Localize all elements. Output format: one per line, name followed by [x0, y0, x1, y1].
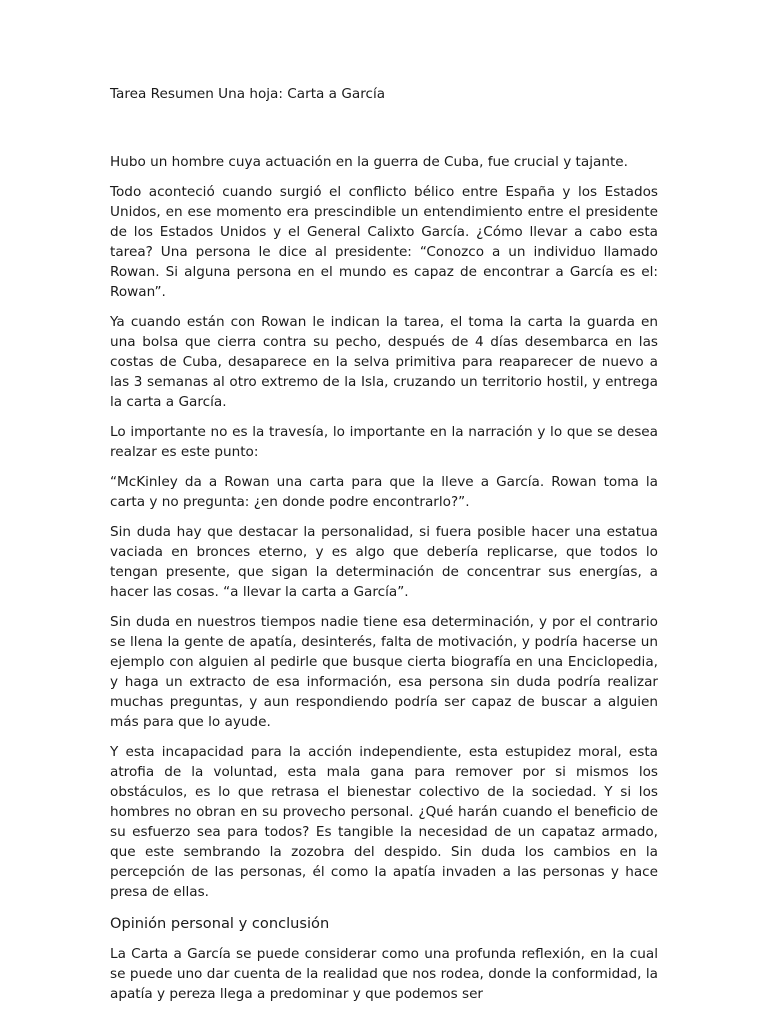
paragraph: “McKinley da a Rowan una carta para que la lleve a García. Rowan toma la carta y no pregunta: ¿en donde podre encontrarlo?”.: [110, 474, 658, 510]
document-title: Tarea Resumen Una hoja: Carta a García: [110, 86, 386, 102]
paragraph: Hubo un hombre cuya actuación en la guerra de Cuba, fue crucial y tajante.: [110, 154, 628, 170]
paragraph: Todo aconteció cuando surgió el conflicto bélico entre España y los Estados Unidos, en ese momento era prescindible un entendimiento entre el presidente de los Estados Unidos y el General Calixto García. ¿Cómo llevar a cabo esta tarea? Una persona le dice al presidente: “Conozco a un individuo llamado Rowan. Si alguna persona en el mundo es capaz de encontrar a García es el: Rowan”.: [110, 184, 658, 300]
closing-paragraph: La Carta a García se puede considerar como una profunda reflexión, en la cual se puede uno dar cuenta de la realidad que nos rodea, donde la conformidad, la apatía y pereza llega a predominar y que podemos ser: [110, 946, 658, 1002]
section-heading: Opinión personal y conclusión: [110, 915, 330, 932]
paragraph: Lo importante no es la travesía, lo importante en la narración y lo que se desea realzar es este punto:: [110, 424, 658, 460]
document-page: [110, 84, 658, 1014]
paragraph: Ya cuando están con Rowan le indican la tarea, el toma la carta la guarda en una bolsa que cierra contra su pecho, después de 4 días desembarca en las costas de Cuba, desaparece en la selva primitiva para reaparecer de nuevo a las 3 semanas al otro extremo de la Isla, cruzando un territorio hostil, y entrega la carta a García.: [110, 314, 658, 410]
paragraph: Sin duda hay que destacar la personalidad, si fuera posible hacer una estatua vaciada en bronces eterno, y es algo que debería replicarse, que todos lo tengan presente, que sigan la determinación de concentrar sus energías, a hacer las cosas. “a llevar la carta a García”.: [110, 524, 658, 600]
paragraph: Y esta incapacidad para la acción independiente, esta estupidez moral, esta atrofia de la voluntad, esta mala gana para remover por si mismos los obstáculos, es lo que retrasa el bienestar colectivo de la sociedad. Y si los hombres no obran en su provecho personal. ¿Qué harán cuando el beneficio de su esfuerzo sea para todos? Es tangible la necesidad de un capataz armado, que este sembrando la zozobra del despido. Sin duda los cambios en la percepción de las personas, él como la apatía invaden a las personas y hace presa de ellas.: [110, 744, 658, 900]
paragraph: Sin duda en nuestros tiempos nadie tiene esa determinación, y por el contrario se llena la gente de apatía, desinterés, falta de motivación, y podría hacerse un ejemplo con alguien al pedirle que busque cierta biografía en una Enciclopedia, y haga un extracto de esa información, esa persona sin duda podría realizar muchas preguntas, y aun respondiendo podría ser capaz de buscar a alguien más para que lo ayude.: [110, 614, 658, 730]
